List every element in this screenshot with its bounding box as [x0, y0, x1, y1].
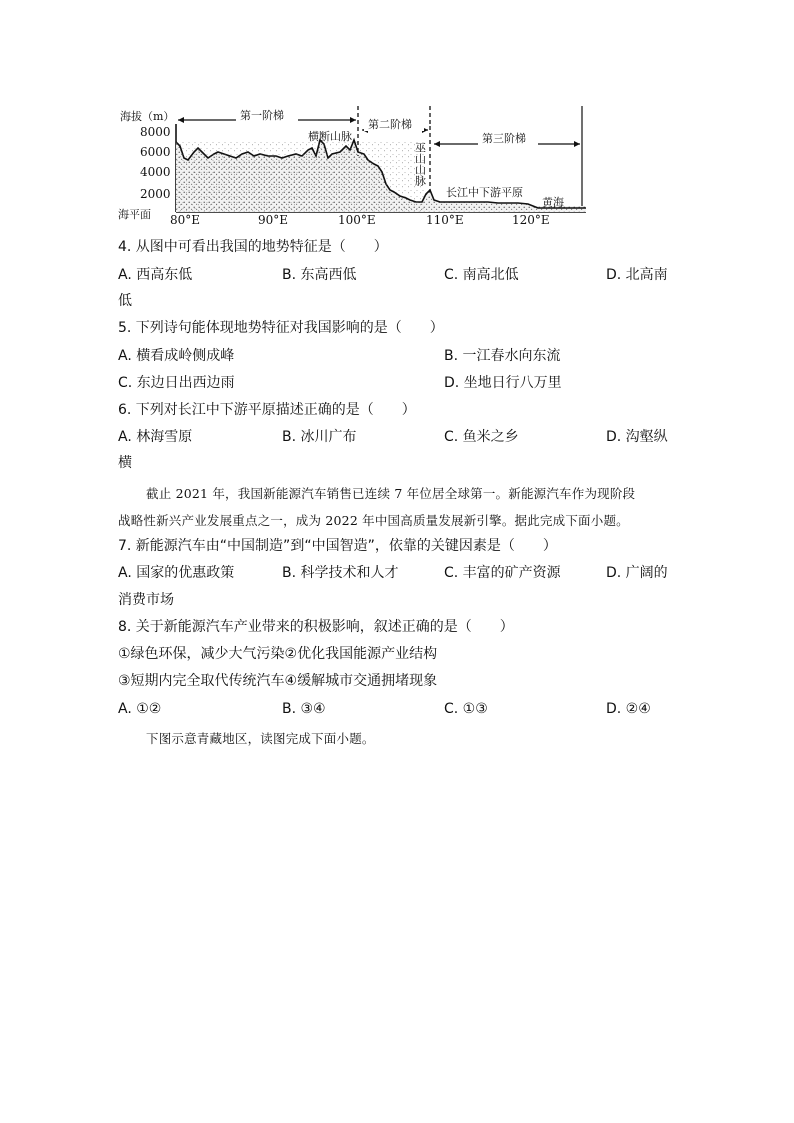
q4-option-d-cont: 低 — [118, 293, 132, 309]
sea-level-label: 海平面 — [118, 208, 151, 221]
q8-statement-line-2: ③短期内完全取代传统汽车④缓解城市交通拥堵现象 — [118, 673, 438, 689]
x-tick-120: 120°E — [512, 213, 550, 226]
q6-option-a: A. 林海雪原 — [118, 429, 193, 445]
q4-option-c: C. 南高北低 — [444, 267, 519, 283]
q7-option-b: B. 科学技术和人才 — [282, 565, 399, 581]
x-tick-90: 90°E — [258, 213, 289, 226]
step-1-label: 第一阶梯 — [240, 109, 284, 122]
q7-option-a: A. 国家的优惠政策 — [118, 565, 235, 581]
x-tick-80: 80°E — [170, 213, 201, 226]
q8-statement-line-1: ①绿色环保，减少大气污染②优化我国能源产业结构 — [118, 646, 438, 662]
passage-line-2: 战略性新兴产业发展重点之一，成为 2022 年中国高质量发展新引擎。据此完成下面小题。 — [118, 513, 629, 528]
passage-new-energy — [118, 480, 678, 534]
q6-option-d: D. 沟壑纵 — [606, 429, 668, 445]
passage2-line-1: 下图示意青藏地区，读图完成下面小题。 — [146, 731, 375, 746]
terrain-profile-svg — [118, 96, 588, 226]
y-tick-8000: 8000 — [140, 125, 171, 139]
q8-option-b: B. ③④ — [282, 701, 326, 717]
step-2-label: 第二阶梯 — [368, 118, 412, 131]
terrain-profile-figure — [118, 96, 588, 226]
hengduan-label: 横断山脉 — [308, 130, 352, 143]
y-tick-2000: 2000 — [140, 187, 171, 201]
x-tick-110: 110°E — [426, 213, 464, 226]
q8-option-c: C. ①③ — [444, 701, 488, 717]
q7-option-d: D. 广阔的 — [606, 565, 668, 581]
passage-qinghai-tibet — [118, 725, 678, 752]
plain-label: 长江中下游平原 — [446, 186, 523, 199]
q5-stem: 5. 下列诗句能体现地势特征对我国影响的是（ ） — [118, 320, 444, 336]
q6-option-d-cont: 横 — [118, 455, 132, 471]
q7-option-d-cont: 消费市场 — [118, 592, 174, 608]
q5-option-d: D. 坐地日行八万里 — [444, 375, 562, 391]
q7-option-c: C. 丰富的矿产资源 — [444, 565, 561, 581]
passage-line-1: 截止 2021 年，我国新能源汽车销售已连续 7 年位居全球第一。新能源汽车作为现阶段 — [146, 486, 636, 501]
q6-option-b: B. 冰川广布 — [282, 429, 357, 445]
y-axis-title: 海拔（m） — [120, 110, 175, 123]
q5-option-b: B. 一江春水向东流 — [444, 348, 561, 364]
q8-option-a: A. ①② — [118, 701, 162, 717]
step-3-label: 第三阶梯 — [482, 132, 526, 145]
y-tick-4000: 4000 — [140, 165, 171, 179]
q8-option-d: D. ②④ — [606, 701, 651, 717]
q5-option-c: C. 东边日出西边雨 — [118, 375, 235, 391]
wushan-label: 巫山山脉 — [413, 142, 427, 186]
q4-option-a: A. 西高东低 — [118, 267, 193, 283]
sea-label: 黄海 — [542, 196, 564, 209]
q4-stem: 4. 从图中可看出我国的地势特征是（ ） — [118, 239, 388, 255]
q8-stem: 8. 关于新能源汽车产业带来的积极影响，叙述正确的是（ ） — [118, 619, 514, 635]
q7-stem: 7. 新能源汽车由“中国制造”到“中国智造”，依靠的关键因素是（ ） — [118, 538, 557, 554]
q6-stem: 6. 下列对长江中下游平原描述正确的是（ ） — [118, 402, 416, 418]
q5-option-a: A. 横看成岭侧成峰 — [118, 348, 235, 364]
q6-option-c: C. 鱼米之乡 — [444, 429, 519, 445]
q4-option-d: D. 北高南 — [606, 267, 668, 283]
y-tick-6000: 6000 — [140, 145, 171, 159]
x-tick-100: 100°E — [338, 213, 376, 226]
q4-option-b: B. 东高西低 — [282, 267, 357, 283]
